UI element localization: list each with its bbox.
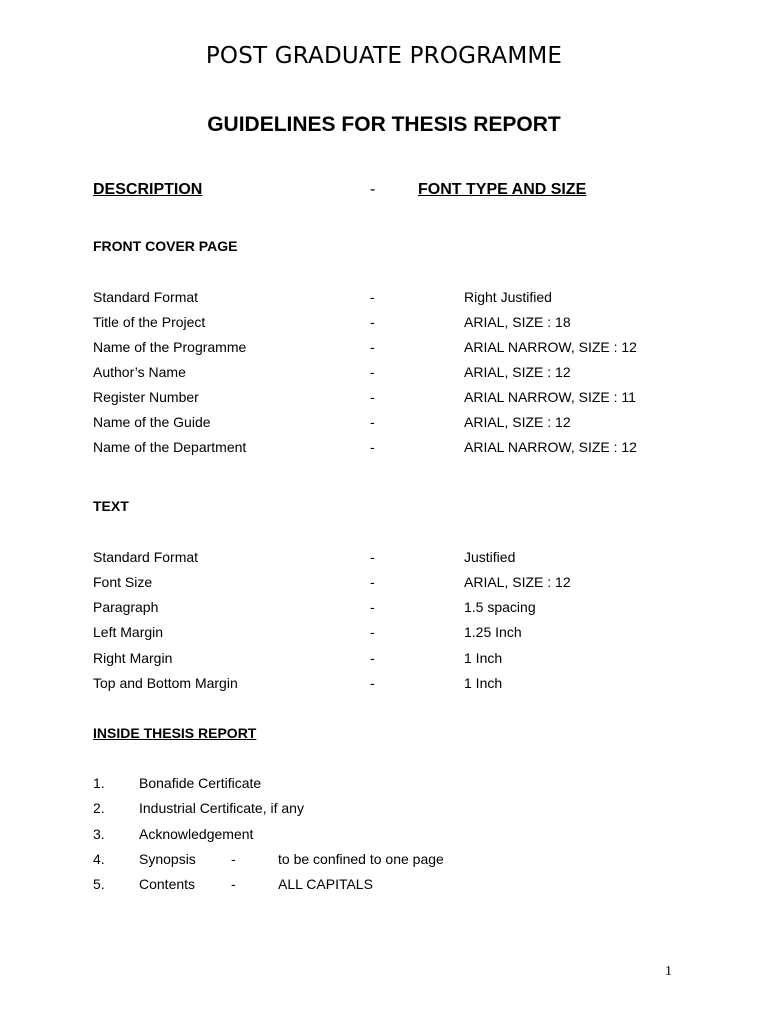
section-title-text: TEXT <box>93 498 129 514</box>
list-text: Industrial Certificate, if any <box>139 800 304 816</box>
column-header-font-type: FONT TYPE AND SIZE <box>418 181 587 198</box>
row-label: Left Margin <box>93 624 164 640</box>
document-subtitle: GUIDELINES FOR THESIS REPORT <box>207 113 561 136</box>
row-value: ARIAL, SIZE : 12 <box>464 364 571 380</box>
section-title-front-cover: FRONT COVER PAGE <box>93 238 238 254</box>
row-label: Right Margin <box>93 650 173 666</box>
row-label: Name of the Department <box>93 439 247 455</box>
row-value: ARIAL, SIZE : 12 <box>464 574 571 590</box>
list-number: 1. <box>93 775 105 791</box>
row-dash: - <box>370 675 375 691</box>
row-dash: - <box>370 389 375 405</box>
text-row <box>0 549 768 571</box>
row-value: ARIAL NARROW, SIZE : 12 <box>464 439 637 455</box>
list-item <box>0 826 768 848</box>
row-label: Name of the Guide <box>93 414 211 430</box>
row-dash: - <box>370 549 375 565</box>
row-label: Font Size <box>93 574 153 590</box>
row-dash: - <box>370 599 375 615</box>
text-row <box>0 599 768 621</box>
list-text: Bonafide Certificate <box>139 775 262 791</box>
front-cover-row <box>0 314 768 336</box>
row-dash: - <box>370 624 375 640</box>
row-dash: - <box>370 414 375 430</box>
list-number: 3. <box>93 826 105 842</box>
row-label: Standard Format <box>93 289 199 305</box>
list-dash: - <box>231 876 236 892</box>
list-item <box>0 876 768 898</box>
text-row <box>0 650 768 672</box>
row-value: ARIAL, SIZE : 18 <box>464 314 571 330</box>
row-value: ARIAL, SIZE : 12 <box>464 414 571 430</box>
text-row <box>0 675 768 697</box>
front-cover-row <box>0 439 768 461</box>
row-dash: - <box>370 364 375 380</box>
list-text: Contents <box>139 876 196 892</box>
column-header-description: DESCRIPTION <box>93 181 203 198</box>
list-dash: - <box>231 851 236 867</box>
row-value: 1 Inch <box>464 675 503 691</box>
text-row <box>0 574 768 596</box>
row-dash: - <box>370 650 375 666</box>
list-number: 4. <box>93 851 105 867</box>
list-text: Acknowledgement <box>139 826 254 842</box>
list-number: 2. <box>93 800 105 816</box>
list-text: Synopsis <box>139 851 196 867</box>
list-number: 5. <box>93 876 105 892</box>
list-extra: to be confined to one page <box>278 851 444 867</box>
section-title-inside-thesis: INSIDE THESIS REPORT <box>93 725 257 741</box>
row-label: Standard Format <box>93 549 199 565</box>
row-dash: - <box>370 314 375 330</box>
row-value: Right Justified <box>464 289 552 305</box>
row-value: ARIAL NARROW, SIZE : 11 <box>464 389 636 405</box>
row-value: 1.25 Inch <box>464 624 522 640</box>
row-label: Paragraph <box>93 599 159 615</box>
front-cover-row <box>0 339 768 361</box>
row-label: Register Number <box>93 389 199 405</box>
row-label: Top and Bottom Margin <box>93 675 238 691</box>
text-row <box>0 624 768 646</box>
column-header-dash: - <box>370 181 376 198</box>
row-label: Name of the Programme <box>93 339 247 355</box>
row-dash: - <box>370 439 375 455</box>
row-value: 1.5 spacing <box>464 599 536 615</box>
list-item <box>0 851 768 873</box>
row-dash: - <box>370 289 375 305</box>
row-dash: - <box>370 574 375 590</box>
front-cover-row <box>0 414 768 436</box>
list-item <box>0 800 768 822</box>
page-number: 1 <box>665 964 672 979</box>
row-dash: - <box>370 339 375 355</box>
row-value: ARIAL NARROW, SIZE : 12 <box>464 339 637 355</box>
row-value: Justified <box>464 549 516 565</box>
row-label: Author’s Name <box>93 364 186 380</box>
row-value: 1 Inch <box>464 650 503 666</box>
front-cover-row <box>0 389 768 411</box>
front-cover-row <box>0 289 768 311</box>
document-title: POST GRADUATE PROGRAMME <box>205 43 563 69</box>
front-cover-row <box>0 364 768 386</box>
row-label: Title of the Project <box>93 314 206 330</box>
list-extra: ALL CAPITALS <box>278 876 373 892</box>
list-item <box>0 775 768 797</box>
